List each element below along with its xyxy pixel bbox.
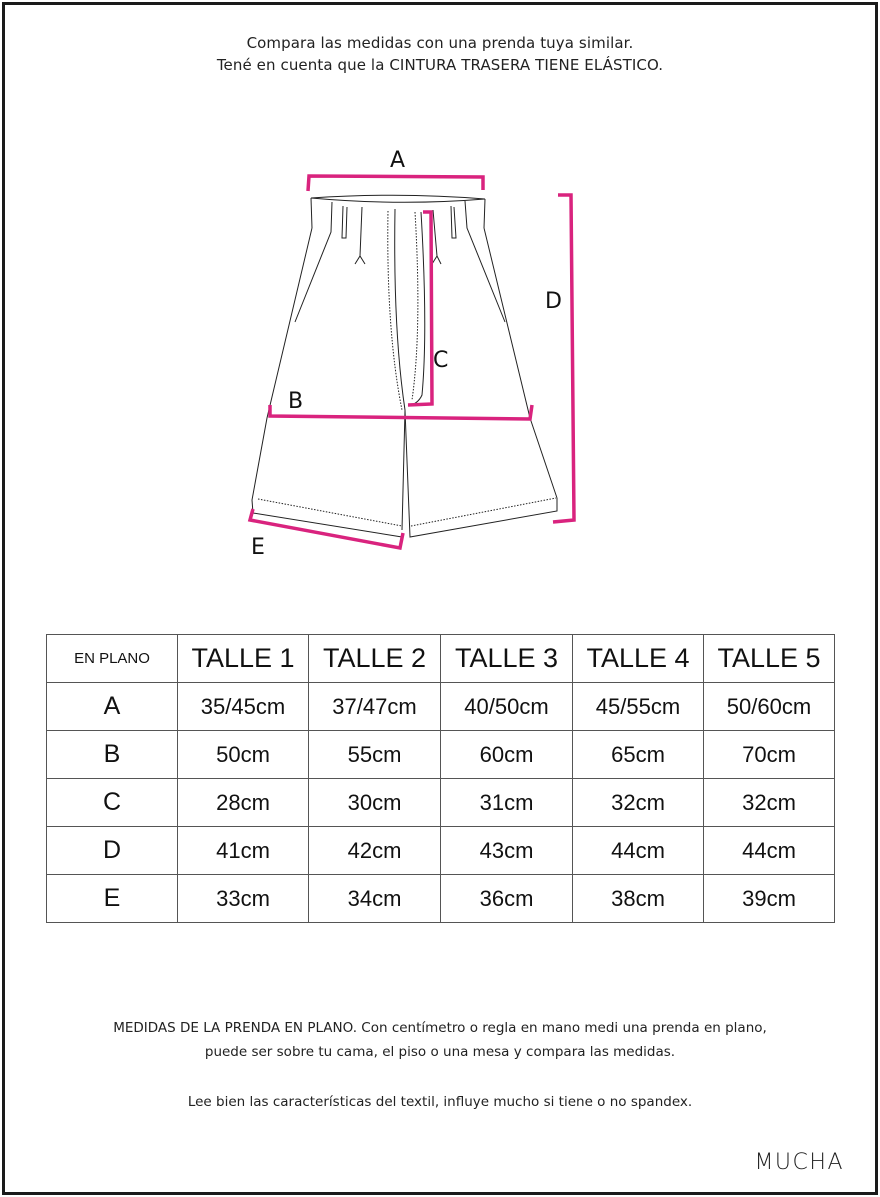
table-row-d — [47, 827, 835, 875]
table-cell: 43cm — [441, 827, 573, 875]
label-c: C — [433, 348, 449, 373]
left-outer-seam — [252, 228, 312, 513]
table-cell: 50/60cm — [704, 683, 835, 731]
table-cell: 39cm — [704, 875, 835, 923]
label-d: D — [545, 289, 562, 314]
intro-line-1: Compara las medidas con una prenda tuya similar. — [246, 34, 634, 52]
notes-line-1: MEDIDAS DE LA PRENDA EN PLANO. Con centímetro o regla en mano medi una prenda en plano, — [113, 1020, 767, 1036]
table-cell: 32cm — [573, 779, 704, 827]
table-cell: 65cm — [573, 731, 704, 779]
table-cell: 41cm — [178, 827, 309, 875]
measure-d-line — [553, 195, 574, 522]
shorts-outline — [252, 195, 557, 537]
brand-logo-text: MUCHA — [754, 1150, 844, 1175]
left-hem-stitch — [258, 499, 402, 526]
table-cell: 45/55cm — [573, 683, 704, 731]
table-row-c — [47, 779, 835, 827]
table-cell: 36cm — [441, 875, 573, 923]
table-row-e — [47, 875, 835, 923]
header-talle-4: TALLE 4 — [573, 635, 704, 683]
measure-b-line — [270, 405, 532, 419]
header-talle-2: TALLE 2 — [309, 635, 441, 683]
table-cell: 31cm — [441, 779, 573, 827]
left-pocket-line — [295, 202, 332, 322]
table-cell: 38cm — [573, 875, 704, 923]
right-hem-stitch — [411, 498, 556, 526]
label-b: B — [288, 389, 304, 414]
intro-line-2: Tené en cuenta que la CINTURA TRASERA TIENE ELÁSTICO. — [216, 56, 664, 74]
belt-loop-right — [451, 206, 456, 238]
row-label: B — [47, 731, 178, 779]
table-row-b — [47, 731, 835, 779]
table-header-row — [47, 635, 835, 683]
header-talle-5: TALLE 5 — [704, 635, 835, 683]
table-cell: 44cm — [704, 827, 835, 875]
waistband-top — [311, 195, 485, 202]
size-table — [46, 634, 835, 923]
header-talle-3: TALLE 3 — [441, 635, 573, 683]
measure-e-line — [250, 509, 403, 548]
belt-loop-left — [342, 206, 347, 238]
notes-line-3: Lee bien las características del textil, influye mucho si tiene o no spandex. — [187, 1094, 693, 1110]
header-en-plano: EN PLANO — [47, 635, 178, 683]
right-pocket-line — [465, 201, 505, 322]
fly-stitch-right — [412, 212, 418, 400]
dart-left — [355, 207, 365, 264]
fly-left — [395, 209, 405, 530]
table-cell: 33cm — [178, 875, 309, 923]
measurement-lines — [250, 176, 574, 548]
label-e: E — [251, 535, 265, 560]
table-cell: 28cm — [178, 779, 309, 827]
table-cell: 50cm — [178, 731, 309, 779]
table-cell: 60cm — [441, 731, 573, 779]
table-cell: 70cm — [704, 731, 835, 779]
row-label: C — [47, 779, 178, 827]
row-label: D — [47, 827, 178, 875]
waistband-left-edge — [311, 198, 312, 228]
label-a: A — [390, 148, 406, 173]
table-cell: 40/50cm — [441, 683, 573, 731]
dart-right — [432, 210, 441, 264]
table-cell: 32cm — [704, 779, 835, 827]
table-cell: 37/47cm — [309, 683, 441, 731]
table-cell: 42cm — [309, 827, 441, 875]
table-cell: 55cm — [309, 731, 441, 779]
table-cell: 35/45cm — [178, 683, 309, 731]
notes-line-2: puede ser sobre tu cama, el piso o una mesa y compara las medidas. — [204, 1044, 676, 1060]
row-label: E — [47, 875, 178, 923]
measure-a-line — [308, 176, 483, 191]
table-cell: 30cm — [309, 779, 441, 827]
right-outer-seam — [484, 228, 557, 498]
table-cell: 34cm — [309, 875, 441, 923]
header-talle-1: TALLE 1 — [178, 635, 309, 683]
measure-c-line — [408, 212, 432, 405]
waistband-right-edge — [484, 199, 485, 228]
notes-spacer — [0, 1064, 880, 1090]
row-label: A — [47, 683, 178, 731]
table-cell: 44cm — [573, 827, 704, 875]
fly-right — [408, 212, 425, 406]
measurement-notes — [0, 1016, 880, 1114]
table-row-a — [47, 683, 835, 731]
